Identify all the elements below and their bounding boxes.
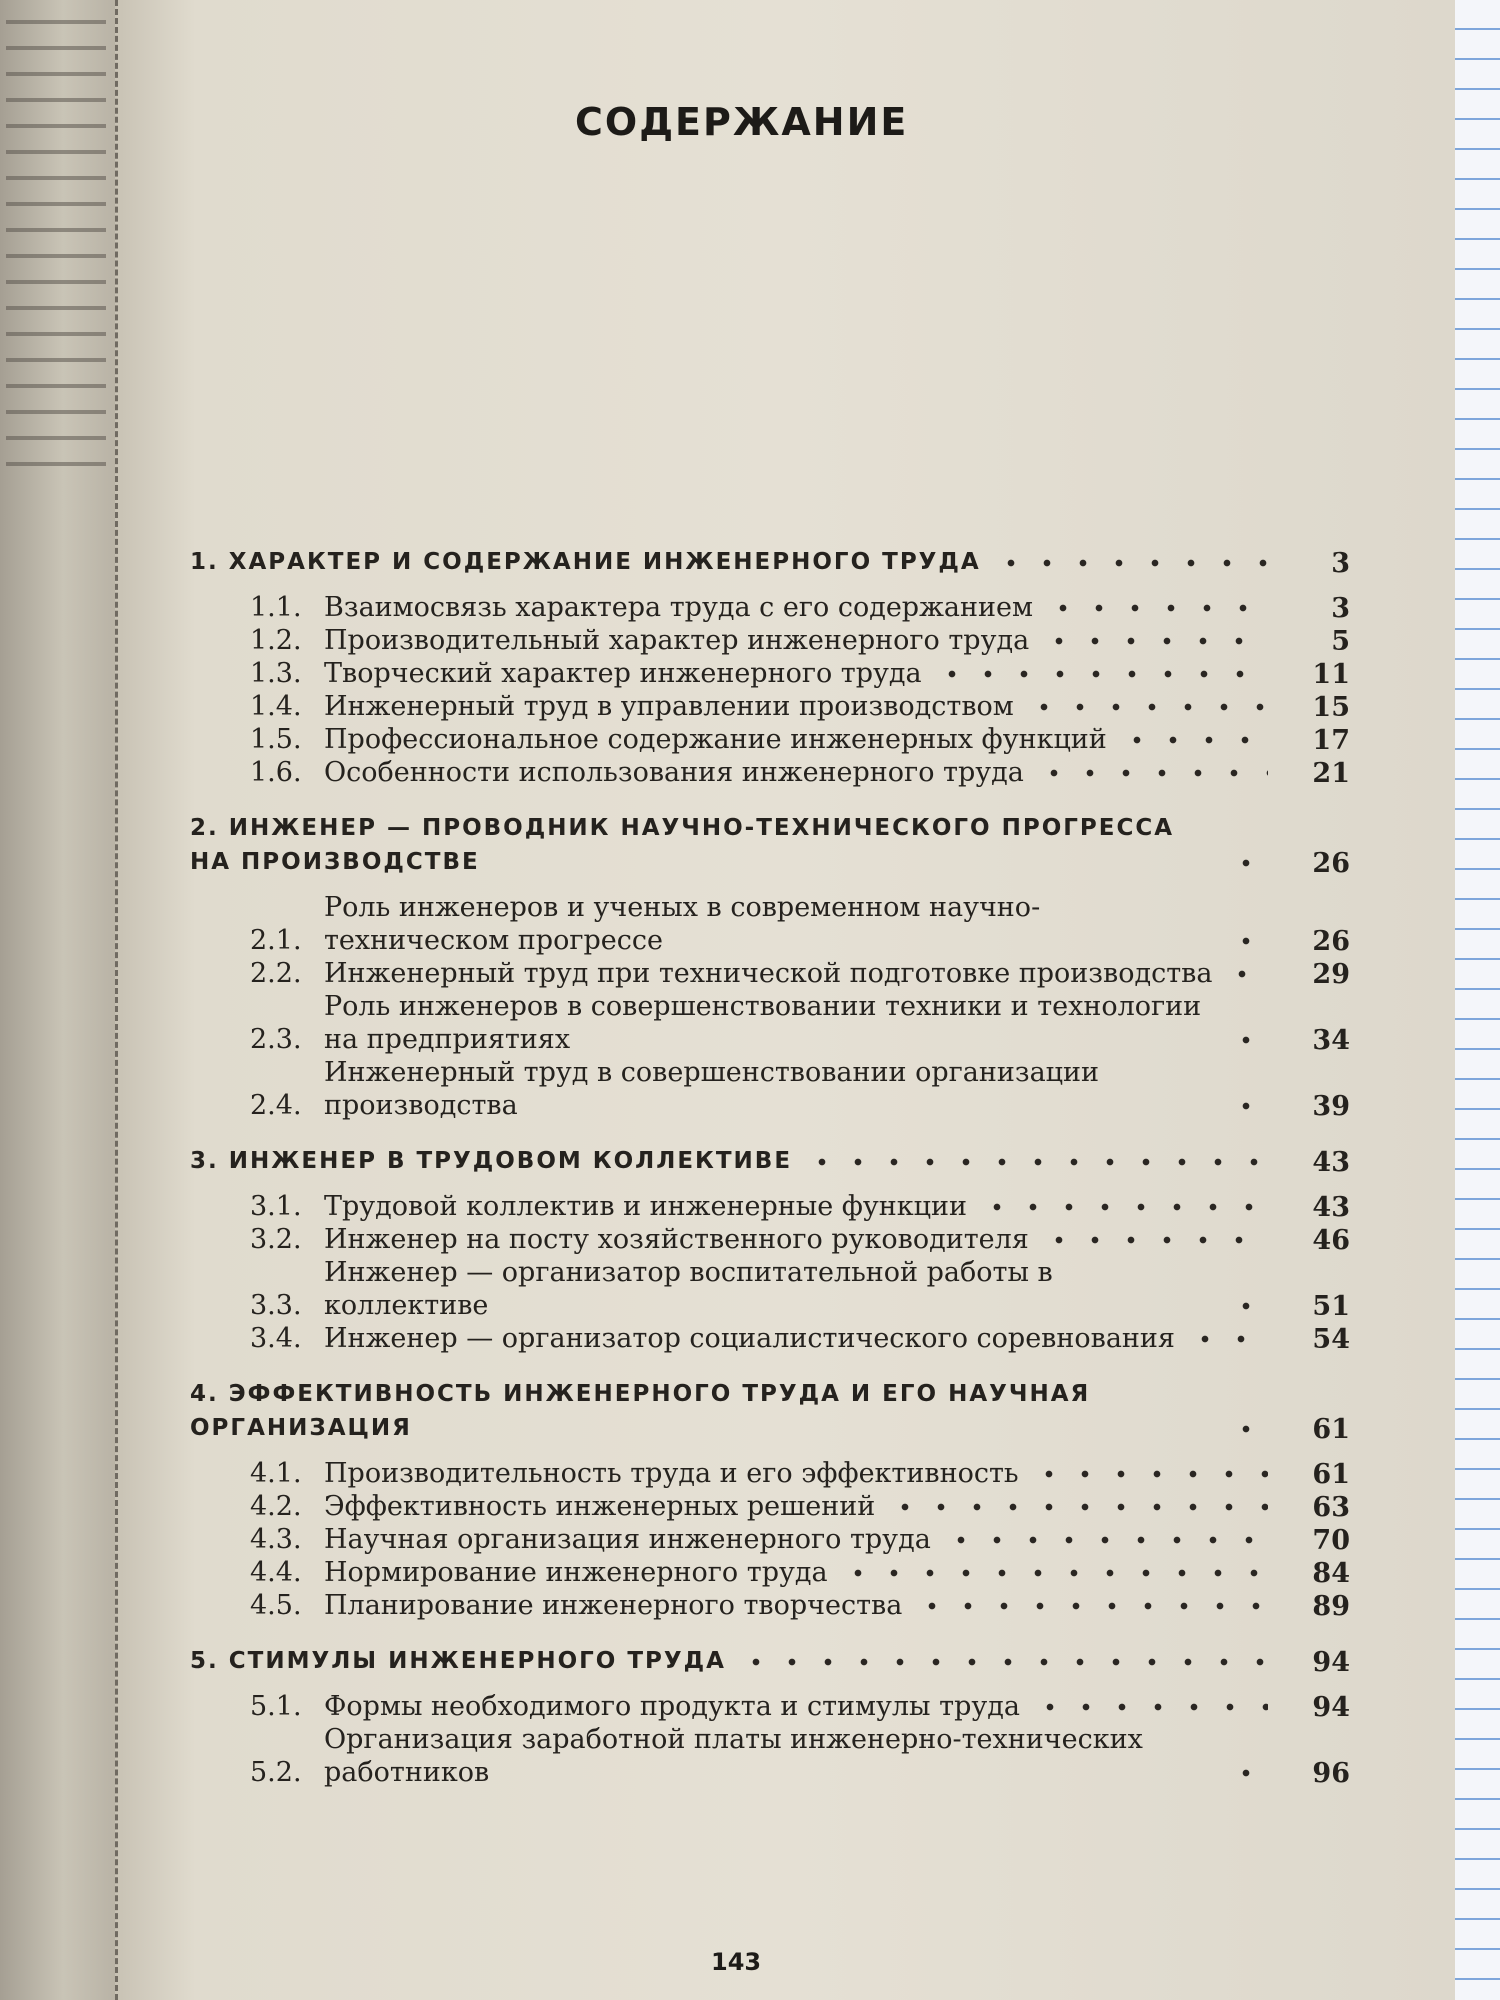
- chapter-title: СТИМУЛЫ ИНЖЕНЕРНОГО ТРУДА: [228, 1648, 726, 1674]
- dot-leader: [738, 1652, 1268, 1672]
- entry-title: Творческий характер инженерного труда: [324, 658, 922, 689]
- entry-page-number: 5: [1331, 626, 1350, 657]
- entry-page-number: 34: [1312, 1025, 1350, 1056]
- chapter-number: 3.: [190, 1148, 219, 1174]
- dot-leader: [943, 1530, 1268, 1550]
- toc-section: [190, 545, 1350, 789]
- entry-title: Профессиональное содержание инженерных функций: [324, 724, 1107, 755]
- entry-title: Роль инженеров в совершенствовании техники и технологии на предприятиях: [324, 991, 1202, 1055]
- entry-page-number: 26: [1312, 926, 1350, 957]
- page-title: СОДЕРЖАНИЕ: [575, 100, 909, 144]
- chapter-title: ХАРАКТЕР И СОДЕРЖАНИЕ ИНЖЕНЕРНОГО ТРУДА: [228, 549, 981, 575]
- chapter-page-number: 3: [1331, 548, 1350, 579]
- entry-number: 1.3.: [250, 658, 302, 689]
- entry-number: 2.2.: [250, 958, 302, 989]
- chapter-number: 1.: [190, 549, 219, 575]
- entry-number: 1.5.: [250, 724, 302, 755]
- dot-leader: [1187, 1329, 1268, 1349]
- dot-leader: [1228, 931, 1268, 951]
- entry-number: 2.3.: [250, 1024, 302, 1055]
- toc-section: [190, 811, 1350, 1122]
- entry-title: Инженер — организатор воспитательной работы в коллективе: [324, 1257, 1053, 1321]
- dot-leader: [1032, 1697, 1268, 1717]
- dot-leader: [887, 1497, 1268, 1517]
- entry-page-number: 51: [1312, 1291, 1350, 1322]
- entry-number: 5.1.: [250, 1691, 302, 1722]
- toc-entry: [190, 1589, 1350, 1622]
- entry-number: 1.4.: [250, 691, 302, 722]
- toc-section: [190, 1644, 1350, 1789]
- toc-chapter: [190, 545, 1350, 579]
- toc-chapter: [190, 811, 1350, 879]
- dot-leader: [804, 1152, 1268, 1172]
- chapter-page-number: 26: [1312, 848, 1350, 879]
- table-of-contents: [190, 545, 1350, 1811]
- chapter-title: ИНЖЕНЕР — ПРОВОДНИК НАУЧНО-ТЕХНИЧЕСКОГО ПРОГРЕССА НА ПРОИЗВОДСТВЕ: [190, 815, 1175, 875]
- dot-leader: [1228, 1763, 1268, 1783]
- page-number: 143: [711, 1948, 762, 1976]
- chapter-title: ЭФФЕКТИВНОСТЬ ИНЖЕНЕРНОГО ТРУДА И ЕГО НАУЧНАЯ ОРГАНИЗАЦИЯ: [190, 1381, 1091, 1441]
- dot-leader: [934, 664, 1268, 684]
- toc-chapter: [190, 1644, 1350, 1678]
- entry-number: 1.2.: [250, 625, 302, 656]
- entry-title: Организация заработной платы инженерно-технических работников: [324, 1724, 1143, 1788]
- toc-entry: [190, 756, 1350, 789]
- entry-number: 3.1.: [250, 1191, 302, 1222]
- entry-title: Особенности использования инженерного труда: [324, 757, 1024, 788]
- entry-number: 2.1.: [250, 925, 302, 956]
- entry-title: Производительность труда и его эффективность: [324, 1458, 1019, 1489]
- entry-title: Инженер — организатор социалистического соревнования: [324, 1323, 1175, 1354]
- facing-page: [0, 0, 115, 2000]
- toc-section: [190, 1377, 1350, 1622]
- entry-number: 3.2.: [250, 1224, 302, 1255]
- entry-title: Инженерный труд в управлении производством: [324, 691, 1014, 722]
- entry-title: Трудовой коллектив и инженерные функции: [324, 1191, 968, 1222]
- entry-title: Роль инженеров и ученых в современном научно-техническом прогрессе: [324, 892, 1041, 956]
- dot-leader: [979, 1197, 1268, 1217]
- entry-number: 5.2.: [250, 1757, 302, 1788]
- book-page: [115, 0, 1455, 2000]
- toc-entry: [190, 1056, 1350, 1122]
- entry-page-number: 84: [1312, 1558, 1350, 1589]
- entry-title: Производительный характер инженерного труда: [324, 625, 1030, 656]
- chapter-page-number: 94: [1312, 1647, 1350, 1678]
- toc-entry: [190, 1322, 1350, 1355]
- entry-number: 1.6.: [250, 757, 302, 788]
- entry-number: 2.4.: [250, 1090, 302, 1121]
- entry-page-number: 63: [1312, 1492, 1350, 1523]
- toc-chapter: [190, 1144, 1350, 1178]
- entry-page-number: 61: [1312, 1459, 1350, 1490]
- entry-page-number: 29: [1312, 959, 1350, 990]
- dot-leader: [1041, 631, 1268, 651]
- chapter-page-number: 43: [1312, 1147, 1350, 1178]
- dot-leader: [1119, 730, 1268, 750]
- entry-number: 4.1.: [250, 1458, 302, 1489]
- toc-entry: [190, 624, 1350, 657]
- toc-entry: [190, 1690, 1350, 1723]
- entry-title: Инженерный труд в совершенствовании организации производства: [324, 1057, 1100, 1121]
- entry-page-number: 96: [1312, 1758, 1350, 1789]
- entry-title: Нормирование инженерного труда: [324, 1557, 828, 1588]
- dot-leader: [1228, 1096, 1268, 1116]
- entry-number: 4.5.: [250, 1590, 302, 1621]
- toc-entry: [190, 723, 1350, 756]
- entry-page-number: 3: [1331, 593, 1350, 624]
- entry-page-number: 11: [1312, 659, 1350, 690]
- entry-number: 3.4.: [250, 1323, 302, 1354]
- chapter-number: 2.: [190, 815, 219, 841]
- chapter-number: 4.: [190, 1381, 219, 1407]
- entry-title: Инженер на посту хозяйственного руководителя: [324, 1224, 1029, 1255]
- toc-entry: [190, 1723, 1350, 1789]
- toc-section: [190, 1144, 1350, 1355]
- dot-leader: [1228, 1419, 1268, 1439]
- dot-leader: [1041, 1230, 1268, 1250]
- entry-page-number: 94: [1312, 1692, 1350, 1723]
- dot-leader: [914, 1596, 1268, 1616]
- toc-entry: [190, 957, 1350, 990]
- entry-number: 1.1.: [250, 592, 302, 623]
- toc-entry: [190, 1223, 1350, 1256]
- entry-title: Научная организация инженерного труда: [324, 1524, 931, 1555]
- entry-page-number: 21: [1312, 758, 1350, 789]
- toc-entry: [190, 891, 1350, 957]
- toc-entry: [190, 1256, 1350, 1322]
- facing-page-text-edge: [6, 20, 106, 488]
- toc-entry: [190, 591, 1350, 624]
- chapter-title: ИНЖЕНЕР В ТРУДОВОМ КОЛЛЕКТИВЕ: [228, 1148, 793, 1174]
- entry-number: 4.2.: [250, 1491, 302, 1522]
- entry-page-number: 39: [1312, 1091, 1350, 1122]
- entry-page-number: 89: [1312, 1591, 1350, 1622]
- entry-page-number: 43: [1312, 1192, 1350, 1223]
- entry-page-number: 46: [1312, 1225, 1350, 1256]
- dot-leader: [1026, 697, 1268, 717]
- dot-leader: [1031, 1464, 1268, 1484]
- dot-leader: [1045, 598, 1268, 618]
- entry-page-number: 17: [1312, 725, 1350, 756]
- entry-title: Взаимосвязь характера труда с его содержанием: [324, 592, 1033, 623]
- entry-title: Эффективность инженерных решений: [324, 1491, 876, 1522]
- entry-title: Инженерный труд при технической подготовке производства: [324, 958, 1213, 989]
- entry-number: 4.3.: [250, 1524, 302, 1555]
- page-fold: [115, 0, 122, 2000]
- entry-page-number: 15: [1312, 692, 1350, 723]
- toc-entry: [190, 1457, 1350, 1490]
- dot-leader: [1228, 1296, 1268, 1316]
- toc-entry: [190, 1190, 1350, 1223]
- toc-entry: [190, 1556, 1350, 1589]
- dot-leader: [840, 1563, 1268, 1583]
- toc-entry: [190, 690, 1350, 723]
- dot-leader: [1228, 1030, 1268, 1050]
- toc-entry: [190, 1490, 1350, 1523]
- entry-title: Формы необходимого продукта и стимулы труда: [324, 1691, 1020, 1722]
- entry-number: 4.4.: [250, 1557, 302, 1588]
- dot-leader: [1036, 763, 1268, 783]
- entry-number: 3.3.: [250, 1290, 302, 1321]
- toc-entry: [190, 1523, 1350, 1556]
- dot-leader: [1228, 853, 1268, 873]
- dot-leader: [993, 553, 1268, 573]
- chapter-page-number: 61: [1312, 1414, 1350, 1445]
- entry-title: Планирование инженерного творчества: [324, 1590, 903, 1621]
- entry-page-number: 70: [1312, 1525, 1350, 1556]
- notebook-paper-edge: [1455, 0, 1500, 2000]
- dot-leader: [1224, 964, 1268, 984]
- toc-chapter: [190, 1377, 1350, 1445]
- toc-entry: [190, 657, 1350, 690]
- chapter-number: 5.: [190, 1648, 219, 1674]
- toc-entry: [190, 990, 1350, 1056]
- entry-page-number: 54: [1312, 1324, 1350, 1355]
